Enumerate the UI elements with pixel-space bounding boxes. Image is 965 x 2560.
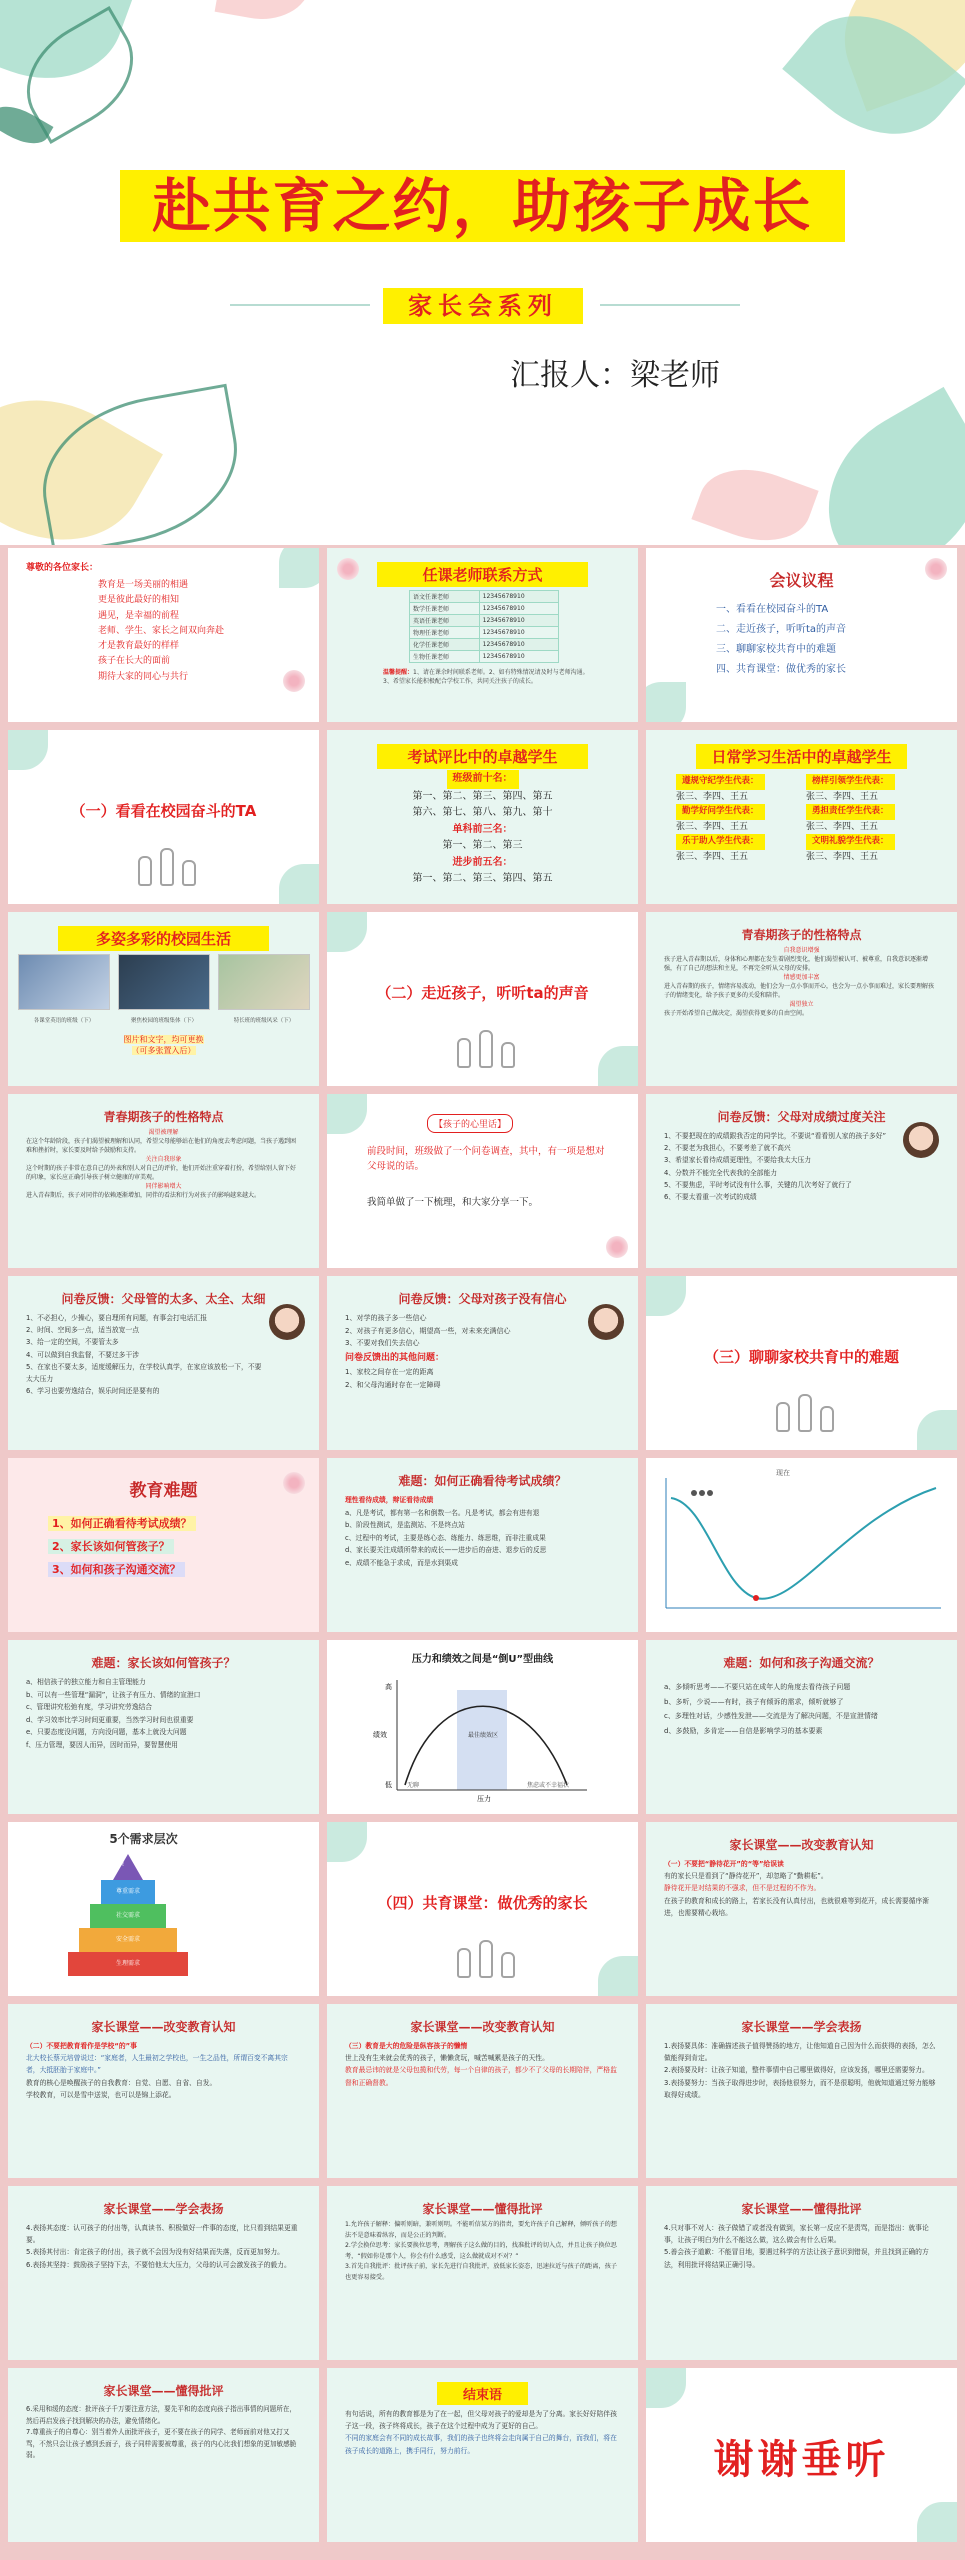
y-low-label: 低 (385, 1781, 392, 1789)
thanks-title: 谢谢垂听 (713, 2437, 890, 2483)
table-row: 数学任课老师 12345678910 (410, 603, 559, 615)
slide-feedback-too-much (8, 1276, 319, 1450)
child-face-image (588, 1304, 624, 1340)
curve-point (753, 1595, 759, 1601)
list-item: 老师、学生、家长之间双向奔赴 (98, 625, 225, 636)
cover-title: 赴共育之约，助孩子成长 (120, 170, 845, 242)
slide-criticism-2 (646, 2186, 957, 2360)
leaf-decoration (646, 2368, 686, 2408)
slide-section-1 (8, 730, 319, 904)
optimal-zone-label: 最佳绩效区 (467, 1732, 498, 1739)
slide-forgetting-curve (646, 1458, 957, 1632)
body-list: 理性看待成绩，辩证看待成绩 a、凡是考试，都有第一名和倒数一名。凡是考试，都会有进有退 b、阶段性测试，是监测站、不是终点站 c、过程中的考试，主要是练心态、练能力、练思维，而非注重成果 d、家长要关注成绩所带来的成长——进步后的奋进、退步后的反思 e、成绩不能急于求成，而是水到渠成 (345, 1496, 547, 1567)
slide-title: 难题：家长该如何管孩子？ (91, 1656, 236, 1670)
leaf-decoration (598, 1956, 638, 1996)
body-list: 6.采用和缓的态度：批评孩子千万要注意方法，要先平和的态度向孩子指出事情的问题所在，然后再启发孩子找到解决的办法，避免情绪化。 7.尊重孩子的自尊心：别当着外人面批评孩子，更不要在孩子的同学、老师面前对他又打又骂，不然只会让孩子感到丢面子，孩子同样需要被尊重，孩子的内心比我们想象的更加敏感脆弱。 (26, 2405, 297, 2460)
note: 温馨提醒：1、请在课余时间联系老师。2、如有特殊情况请及时与老师沟通。3、希望家长能积极配合学校工作，共同关注孩子的成长。 (383, 669, 589, 685)
photo-caption: 聚焦校园的班级集体（下） (130, 1018, 197, 1024)
slide-criticism-3 (8, 2368, 319, 2542)
section-title: （四）共育课堂：做优秀的家长 (377, 1894, 588, 1912)
slide-title: 青春期孩子的性格特点 (103, 1110, 224, 1124)
list-item: 期待大家的同心与共行 (98, 671, 189, 682)
section-title: （二）走近孩子，听听ta的声音 (376, 984, 589, 1002)
slide-title: 家长课堂——改变教育认知 (91, 2020, 236, 2034)
tag-label: 【孩子的心里话】 (427, 1114, 513, 1133)
slide-criticism-1 (327, 2186, 638, 2360)
feedback-list: 1、不必担心，少操心，要自理所有问题，有事会打电话汇报 2、时间、空间多一点，适当放宽一点 3、给一定的空间，不要管太多 4、可以做到自我监督，不要过多干涉 5、在家也不要太多，适度缓解压力，在学校认真学，在家应该放松一下，不要太大压力 6、学习也要劳逸结合，娱乐时间还是要有的 (26, 1314, 262, 1396)
agenda-list (716, 600, 846, 680)
child-face-image (269, 1304, 305, 1340)
slide-title: 难题：如何和孩子沟通交流？ (723, 1656, 880, 1670)
photo-caption: 特长班的班级风采（下） (233, 1018, 295, 1024)
curve-line (671, 1488, 936, 1599)
flower-icon (283, 670, 305, 692)
slide-closing (327, 2368, 638, 2542)
list-item: 二、走近孩子，听听ta的声音 (716, 624, 847, 635)
slide-title: 任课老师联系方式 (377, 562, 588, 587)
slide-section-4 (327, 1822, 638, 1996)
slide-title: 多姿多彩的校园生活 (58, 926, 269, 951)
cover-subtitle: 家长会系列 (383, 288, 583, 324)
body-list: a、相信孩子的独立能力和自主管理能力 b、可以有一些管理“漏洞”，让孩子有压力、情绪的宣泄口 c、管理讲究松弛有度，学习讲究劳逸结合 d、学习效率比学习时间更重要，当然学习时间也很重要 e、只要态度没问题，方向没问题，基本上就没大问题 f、压力管理，要因人而异，因时而异，要智慧使用 (26, 1678, 201, 1749)
list-item: 才是教育最好的样样 (98, 641, 180, 652)
leaf-decoration (327, 1822, 367, 1862)
leaf-decoration (327, 1094, 367, 1134)
vase-decoration (447, 1028, 527, 1068)
section-title: （三）聊聊家校共育中的难题 (703, 1348, 899, 1366)
feedback-list: 1、对学的孩子多一些信心 2、对孩子有更多信心，期望高一些，对未来充满信心 3、不要对我们失去信心 问卷反馈出的其他问题： 1、家校之间存在一定的距离 2、和父母沟通时存在一定障碍 (345, 1314, 511, 1389)
slide-title: 问卷反馈：父母管的太多、太全、太细 (61, 1292, 266, 1306)
divider (230, 304, 370, 306)
vase-decoration (128, 846, 208, 886)
child-face-image (903, 1122, 939, 1158)
daily-col-right: 榜样引领学生代表： 张三、李四、王五 勇担责任学生代表： 张三、李四、王五 文明礼貌学生代表： 张三、李四、王五 (806, 774, 895, 864)
body-list: 4.只对事不对人：孩子做错了或者没有做到，家长第一反应不是责骂，而是指出：就事论事，让孩子明白为什么不能这么做，这么做会有什么后果。 5.善会孩子道歉：不能冒目地，要遇过科学的方法让孩子意识到错误，并且找到正确的方法，利用批评将结果正确引导。 (664, 2224, 929, 2269)
slide-teen-traits-2 (8, 1094, 319, 1268)
slide-praise-1 (646, 2004, 957, 2178)
slide-title: 问卷反馈：父母对孩子没有信心 (398, 1292, 567, 1306)
pyramid-level (113, 1854, 143, 1880)
flower-icon (337, 558, 359, 580)
chart-label: 现在 (776, 1469, 790, 1477)
leaf-decoration (646, 682, 686, 722)
problem-item: 2、家长该如何管孩子？ (48, 1539, 174, 1554)
slide-title: 尊敬的各位家长： (26, 563, 99, 573)
optimal-zone (457, 1690, 507, 1790)
photo (218, 954, 310, 1010)
table-row: 物理任课老师 12345678910 (410, 627, 559, 639)
body-list: a、多倾听思考——不要只站在成年人的角度去看待孩子问题 b、多听，少说——有时，孩子有倾诉的需求，倾听就够了 c、多理性对话，少感性发泄——交流是为了解决问题，不是宣泄情绪 d、多鼓励，多肯定——自信是影响学习的基本要素 (664, 1683, 878, 1736)
greeting-list (98, 578, 224, 685)
body-text: 前段时间，班级做了一个问卷调查，其中，有一项是想对父母说的话。 (367, 1146, 605, 1173)
pyramid (68, 1854, 188, 1984)
leaf-decoration (646, 1276, 686, 1316)
slide-agenda (646, 548, 957, 722)
slide-edu-problems (8, 1458, 319, 1632)
body-text: （一）不要把“静待花开”的“等”给误读 有的家长只是看到了“静待花开”，却忽略了“勤耕耘”。 静待花开是对结果的不强求，但不是过程的不作为。 在孩子的教育和成长的路上，若家长没有认真付出，也就很难等到花开，成长需要循序渐进，也需要精心栽培。 (664, 1860, 930, 1917)
leaf-decoration (215, 0, 316, 27)
pyramid-level: 尊重需求 (101, 1880, 155, 1904)
table-row: 英语任课老师 12345678910 (410, 615, 559, 627)
slide-title: 难题：如何正确看待考试成绩？ (398, 1474, 567, 1488)
curve-point (691, 1490, 697, 1496)
problem-list (48, 1512, 196, 1581)
x-axis-label: 压力 (477, 1795, 491, 1803)
slide-title: 考试评比中的卓越学生 (377, 744, 588, 769)
slide-section-3 (646, 1276, 957, 1450)
slide-parent-class-3 (327, 2004, 638, 2178)
slide-section-2 (327, 912, 638, 1086)
leaf-decoration (279, 548, 319, 588)
slide-title: 会议议程 (769, 571, 834, 590)
flower-icon (606, 1236, 628, 1258)
slide-title: 压力和绩效之间是“倒U”型曲线 (411, 1654, 554, 1665)
list-item: 教育是一场美丽的相遇 (98, 580, 189, 590)
feedback-list: 1、不要把现在的成绩跟我否定的同学比，不要说“看看别人家的孩子多好” 2、不要老为我担心，不要考差了就不高兴 3、希望家长看待成绩更理性，不要给我太大压力 4、分数并不能完全代表我的全部能力 5、不要焦虑，平时考试没有什么事，关键的几次考好了就行了 6、不要太看重一次考试的成绩 (664, 1132, 887, 1202)
slide-how-to-manage (8, 1640, 319, 1814)
slide-greeting (8, 548, 319, 722)
slide-title: 家长课堂——学会表扬 (741, 2020, 862, 2034)
slide-needs-pyramid (8, 1822, 319, 1996)
exam-list: 班级前十名： 第一、第二、第三、第四、第五 第六、第七、第八、第九、第十 单科前三名： 第一、第二、第三 进步前五名： 第一、第二、第三、第四、第五 (327, 770, 638, 888)
pyramid-level: 安全需求 (79, 1928, 177, 1952)
cover-reporter: 汇报人：梁老师 (510, 358, 720, 393)
pyramid-level: 生理需求 (68, 1952, 188, 1976)
leaf-decoration (796, 387, 965, 545)
slide-praise-2 (8, 2186, 319, 2360)
pyramid-level: 社交需求 (90, 1904, 166, 1928)
slide-teen-traits-1 (646, 912, 957, 1086)
slide-title: 结束语 (437, 2382, 528, 2405)
problem-item: 3、如何和孩子沟通交流？ (48, 1562, 185, 1577)
slide-parent-class-1 (646, 1822, 957, 1996)
slide-title: 家长课堂——改变教育认知 (729, 1838, 874, 1852)
left-zone-label: 无聊 (407, 1782, 420, 1789)
list-item: 三、聊聊家校共育中的难题 (716, 644, 836, 655)
divider (600, 304, 740, 306)
y-high-label: 高 (385, 1683, 392, 1691)
contacts-table (409, 590, 559, 663)
body-text: 我简单做了一下梳理，和大家分享一下。 (367, 1197, 539, 1208)
leaf-decoration (279, 864, 319, 904)
body-text: （三）教育是大的危险是纵容孩子的懒惰 世上没有生来就会优秀的孩子，懒懒贪玩，喊苦喊累是孩子的天性。 教育最忌讳的就是父母包揽和代劳，每一个自律的孩子，都少不了父母的长期陪伴，严格监督和正确督教。 (345, 2042, 617, 2087)
slide-feedback-confidence (327, 1276, 638, 1450)
leaf-decoration (917, 1410, 957, 1450)
slide-exam-view (327, 1458, 638, 1632)
slide-campus-life (8, 912, 319, 1086)
slide-exam-students (327, 730, 638, 904)
body-text: 有句话说，所有的教育都是为了在一起，但父母对孩子的爱却是为了分离。家长好好陪伴孩子这一段，孩子终将成长，孩子在这个过程中成为了更好的自己。 不同的家庭会有不同的成长故事，我们的孩子也终将会走向属于自己的舞台，而我们，将在孩子成长的道路上，携手同行，努力前行。 (345, 2410, 617, 2455)
slide-title: 日常学习生活中的卓越学生 (696, 744, 907, 769)
list-item: 更是彼此最好的相知 (98, 595, 180, 606)
slide-title: 家长课堂——改变教育认知 (410, 2020, 555, 2034)
cover-slide (0, 0, 965, 545)
slide-title: 家长课堂——懂得批评 (422, 2202, 543, 2216)
leaf-decoration (598, 1046, 638, 1086)
slide-title: 5个需求层次 (109, 1832, 178, 1846)
list-item: 四、共育课堂：做优秀的家长 (716, 664, 846, 675)
slide-title: 教育难题 (129, 1481, 198, 1501)
photo (18, 954, 110, 1010)
inverted-u-chart (327, 1640, 638, 1814)
table-row: 生物任课老师 12345678910 (410, 651, 559, 663)
leaf-decoration (8, 730, 48, 770)
leaf-decoration (691, 453, 818, 545)
body-text: 自我意识增强 孩子进入青春期以后，身体和心理都在发生着剧烈变化，他们渴望被认可、被尊重，自我意识逐渐增强，有了自己的想法和主见，不再完全听从父母的安排。 情感更加丰富 进入青春期的孩子，情绪容易波动，他们会为一点小事而开心，也会为一点小事而难过，家长要理解孩子的情绪变化，给予孩子更多的关爱和陪伴。 渴望独立 孩子开始希望自己做决定，渴望获得更多的自由空间。 (664, 947, 935, 1017)
photo-caption: 各课堂英语的班级（下） (33, 1018, 95, 1024)
table-row: 化学任课老师 12345678910 (410, 639, 559, 651)
section-title: （一）看看在校园奋斗的TA (70, 802, 257, 820)
photo (118, 954, 210, 1010)
list-item: 遇见，是幸福的前程 (98, 610, 180, 621)
slide-title: 青春期孩子的性格特点 (741, 928, 862, 942)
body-text: （二）不要把教育看作是学校“的”事 北大校长蔡元培曾说过：“家庭者，人生最初之学校也，一生之品性，所谓百变不离其宗者，大抵胚胎于家庭中。” 教育的核心是唤醒孩子的自我教育：自觉、自愿、自省、自发。 学校教育，可以是雪中送炭，也可以是锦上添花。 (26, 2042, 288, 2099)
slide-feedback-grades (646, 1094, 957, 1268)
slide-teacher-contacts (327, 548, 638, 722)
curve-point (699, 1490, 705, 1496)
slide-daily-students (646, 730, 957, 904)
slide-child-voice (327, 1094, 638, 1268)
slide-thanks (646, 2368, 957, 2542)
slide-inverted-u (327, 1640, 638, 1814)
daily-col-left: 遵规守纪学生代表： 张三、李四、王五 勤学好问学生代表： 张三、李四、王五 乐于助人学生代表： 张三、李四、王五 (676, 774, 765, 864)
slide-title: 家长课堂——懂得批评 (741, 2202, 862, 2216)
leaf-decoration (917, 2502, 957, 2542)
slide-communicate (646, 1640, 957, 1814)
right-zone-label: 焦虑或不幸福状 (527, 1782, 570, 1789)
list-item: 一、看看在校园奋斗的TA (716, 604, 829, 615)
replace-tip: 图片和文字，均可更换 （可多张置入后） (123, 1035, 204, 1055)
body-list: 1.表扬要具体：准确描述孩子值得赞扬的地方，让他知道自己因为什么而获得的表扬，怎么做能得到肯定。 2.表扬要及时：让孩子知道，整件事情中自己哪里做得好，应该发扬，哪里还需要努力。 3.表扬要努力：当孩子取得进步时，表扬他很努力，而不是很聪明，他就知道通过努力能够取得好成绩。 (664, 2042, 936, 2099)
curve-chart (646, 1458, 957, 1632)
list-item: 孩子在长大的面前 (98, 656, 171, 667)
slide-title: 问卷反馈：父母对成绩过度关注 (717, 1110, 886, 1124)
leaf-decoration (327, 912, 367, 952)
vase-decoration (766, 1392, 846, 1432)
body-text: 渴望被理解 在这个年龄阶段，孩子们渴望被理解和认同，希望父母能够站在他们的角度去考虑问题，当孩子遇到困难和挫折时，家长要及时给予鼓励和支持。 关注自我形象 这个时期的孩子非常在意自己的外表和别人对自己的评价，他们开始注重穿着打扮，希望给别人留下好的印象，家长应正确引导孩子树立健康的审美观。 同伴影响增大 进入青春期后，孩子对同伴的依赖逐渐增加，同伴的看法和行为对孩子的影响越来越大。 (26, 1129, 297, 1199)
slide-title: 家长课堂——学会表扬 (103, 2202, 224, 2216)
table-row: 语文任课老师 12345678910 (410, 591, 559, 603)
slide-parent-class-2 (8, 2004, 319, 2178)
curve-point (707, 1490, 713, 1496)
body-list: 1.允许孩子解释：偏听则暗，兼听则明。不能听信某方的指责，要允许孩子自己解释，倾听孩子的想法不是意味着纵容，而是公正的判断。 2.学会换位思考：家长要换位思考，理解孩子这么做的目的，找准批评的切入点，并且让孩子换位思考，“假如你是那个人，你会有什么感受，这么做就成对不对？” 3.首先自我批评：批评孩子前，家长先进行自我批评，放低家长姿态，迅速拉近与孩子的距离，孩子也更容易接受。 (345, 2221, 617, 2281)
pyramid-top-label: 自我实现 (104, 1861, 125, 1867)
problem-item: 1、如何正确看待考试成绩？ (48, 1516, 196, 1531)
y-axis-label: 绩效 (373, 1731, 387, 1739)
slide-title: 家长课堂——懂得批评 (103, 2384, 224, 2398)
vase-decoration (447, 1938, 527, 1978)
body-list: 4.表扬其态度：认可孩子的付出等，认真读书、积极做好一件事的态度，比只看到结果更重要。 5.表扬其付出：肯定孩子的付出，孩子就不会因为没有好结果而失落，反而更加努力。 6.表扬其坚持：鼓励孩子坚持下去，不要怕他太大压力，父母的认可会激发孩子的毅力。 (26, 2224, 298, 2269)
